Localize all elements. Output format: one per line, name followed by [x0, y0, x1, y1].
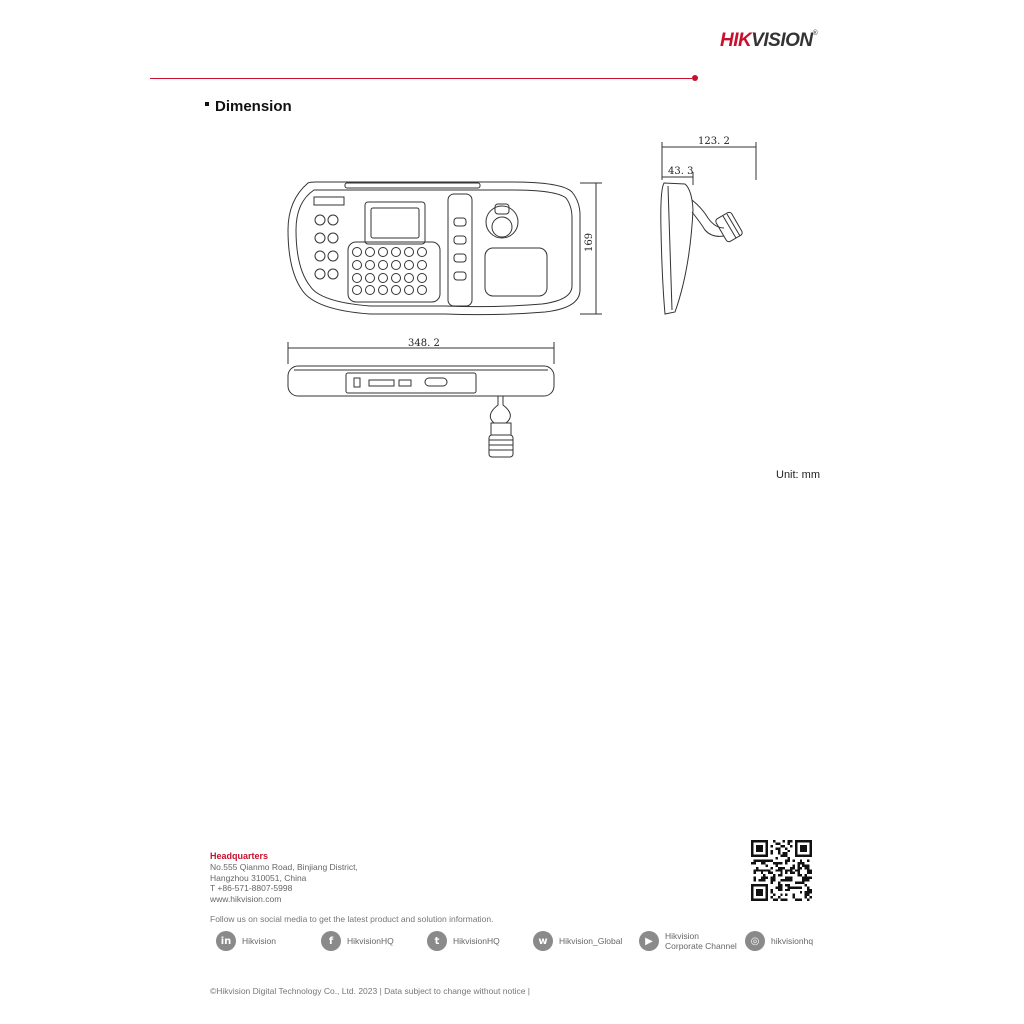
qr-module — [785, 879, 787, 881]
front-joystick — [486, 204, 518, 238]
qr-module — [802, 862, 804, 864]
qr-module — [792, 894, 794, 896]
qr-module — [780, 867, 782, 869]
qr-module — [790, 879, 792, 881]
qr-module — [783, 845, 785, 847]
qr-module — [780, 899, 782, 901]
qr-module — [780, 862, 782, 864]
side-depth-label: 123. 2 — [698, 136, 730, 147]
qr-module — [797, 881, 799, 883]
qr-module — [807, 869, 809, 871]
social-wechat[interactable]: w Hikvision_Global — [533, 931, 622, 951]
qr-module — [807, 899, 809, 901]
qr-module — [790, 886, 792, 888]
qr-module — [768, 872, 770, 874]
qr-module — [807, 894, 809, 896]
qr-module — [761, 862, 763, 864]
hq-website-link[interactable]: www.hikvision.com — [210, 893, 282, 904]
qr-module — [800, 891, 802, 893]
qr-module — [775, 842, 777, 844]
qr-module — [810, 877, 812, 879]
qr-module — [810, 891, 812, 893]
qr-module — [805, 874, 807, 876]
qr-module — [771, 845, 773, 847]
qr-module — [788, 842, 790, 844]
qr-module — [805, 894, 807, 896]
qr-module — [790, 845, 792, 847]
qr-module — [790, 840, 792, 842]
twitter-icon: t — [427, 931, 447, 951]
youtube-icon: ▶ — [639, 931, 659, 951]
qr-module — [790, 869, 792, 871]
qr-module — [788, 877, 790, 879]
qr-module — [795, 881, 797, 883]
qr-module — [783, 899, 785, 901]
qr-module — [758, 879, 760, 881]
qr-module — [783, 867, 785, 869]
social-instagram[interactable]: ◎ hikvisionhq — [745, 931, 813, 951]
hq-title: Headquarters — [210, 851, 269, 861]
qr-module — [761, 877, 763, 879]
facebook-icon: f — [321, 931, 341, 951]
qr-module — [805, 879, 807, 881]
qr-module — [800, 860, 802, 862]
qr-module — [805, 867, 807, 869]
wechat-icon: w — [533, 931, 553, 951]
qr-module — [773, 899, 775, 901]
qr-module — [771, 896, 773, 898]
hq-address — [210, 862, 358, 904]
qr-module — [783, 840, 785, 842]
qr-module — [797, 886, 799, 888]
header-divider — [150, 78, 692, 79]
qr-module — [788, 840, 790, 842]
qr-module — [800, 874, 802, 876]
qr-module — [766, 877, 768, 879]
qr-module — [775, 886, 777, 888]
section-title: Dimension — [205, 98, 292, 115]
qr-module — [773, 840, 775, 842]
qr-module — [797, 867, 799, 869]
qr-module — [780, 886, 782, 888]
qr-module — [761, 872, 763, 874]
qr-module — [758, 869, 760, 871]
qr-module — [780, 855, 782, 857]
unit-note: Unit: mm — [776, 469, 820, 481]
follow-text: Follow us on social media to get the latest product and solution information. — [210, 914, 494, 924]
qr-module — [778, 874, 780, 876]
qr-module — [785, 889, 787, 891]
qr-module — [785, 855, 787, 857]
qr-module — [792, 864, 794, 866]
qr-module — [792, 896, 794, 898]
qr-module — [780, 845, 782, 847]
qr-module — [766, 864, 768, 866]
qr-module — [810, 889, 812, 891]
qr-module — [792, 860, 794, 862]
qr-module — [797, 874, 799, 876]
qr-module — [771, 879, 773, 881]
bottom-view — [288, 342, 554, 457]
qr-module — [805, 896, 807, 898]
qr-module — [790, 877, 792, 879]
qr-module — [778, 881, 780, 883]
qr-module — [785, 899, 787, 901]
qr-module — [773, 862, 775, 864]
qr-module — [778, 852, 780, 854]
front-view — [288, 182, 602, 315]
instagram-icon: ◎ — [745, 931, 765, 951]
linkedin-icon: in — [216, 931, 236, 951]
qr-module — [788, 884, 790, 886]
qr-module — [788, 879, 790, 881]
qr-module — [763, 860, 765, 862]
side-base-label: 43. 3 — [668, 166, 694, 177]
qr-module — [778, 842, 780, 844]
qr-module — [785, 862, 787, 864]
qr-module — [802, 881, 804, 883]
qr-module — [785, 860, 787, 862]
qr-module — [792, 867, 794, 869]
qr-module — [778, 850, 780, 852]
qr-module — [775, 847, 777, 849]
qr-module — [780, 874, 782, 876]
qr-module — [763, 862, 765, 864]
qr-module — [761, 879, 763, 881]
qr-module — [771, 877, 773, 879]
qr-module — [800, 845, 807, 852]
qr-module — [778, 862, 780, 864]
qr-module — [797, 864, 799, 866]
social-facebook[interactable]: f HikvisionHQ — [321, 931, 394, 951]
qr-module — [763, 879, 765, 881]
qr-module — [788, 886, 790, 888]
qr-module — [753, 872, 755, 874]
bullet-icon — [205, 102, 209, 106]
qr-module — [768, 869, 770, 871]
qr-module — [763, 869, 765, 871]
qr-module — [775, 857, 777, 859]
qr-module — [797, 869, 799, 871]
copyright-text: ©Hikvision Digital Technology Co., Ltd. 2023 | Data subject to change without notice | — [210, 986, 531, 996]
qr-module — [797, 872, 799, 874]
qr-module — [763, 874, 765, 876]
qr-module — [785, 877, 787, 879]
qr-module — [807, 889, 809, 891]
qr-module — [797, 862, 799, 864]
qr-module — [788, 869, 790, 871]
qr-module — [810, 872, 812, 874]
qr-module — [778, 886, 780, 888]
front-left-buttons — [315, 215, 338, 279]
qr-module — [775, 869, 777, 871]
qr-module — [756, 860, 758, 862]
qr-module — [788, 857, 790, 859]
qr-module — [795, 886, 797, 888]
qr-module — [805, 877, 807, 879]
social-linkedin[interactable]: in Hikvision — [216, 931, 276, 951]
qr-module — [802, 877, 804, 879]
social-twitter[interactable]: t HikvisionHQ — [427, 931, 500, 951]
social-youtube[interactable]: ▶ Hikvision Corporate Channel — [639, 931, 737, 951]
qr-module — [756, 889, 763, 896]
qr-module — [771, 891, 773, 893]
qr-module — [771, 872, 773, 874]
qr-module — [792, 872, 794, 874]
qr-module — [807, 879, 809, 881]
qr-module — [775, 899, 777, 901]
qr-module — [751, 862, 753, 864]
qr-module — [778, 867, 780, 869]
hikvision-logo: HIKVISION® — [720, 30, 818, 51]
qr-module — [807, 891, 809, 893]
qr-module — [780, 884, 782, 886]
qr-module — [753, 877, 755, 879]
qr-module — [756, 869, 758, 871]
qr-module — [805, 891, 807, 893]
qr-module — [807, 877, 809, 879]
qr-module — [771, 889, 773, 891]
qr-module — [778, 847, 780, 849]
qr-module — [800, 862, 802, 864]
qr-module — [771, 860, 773, 862]
hq-address-line: Hangzhou 310051, China — [210, 872, 307, 883]
qr-module — [785, 869, 787, 871]
width-dimension-label: 348. 2 — [408, 338, 440, 349]
qr-module — [778, 889, 780, 891]
qr-module — [807, 886, 809, 888]
qr-module — [810, 869, 812, 871]
qr-module — [785, 852, 787, 854]
qr-module — [775, 864, 777, 866]
qr-module — [788, 889, 790, 891]
qr-module — [802, 879, 804, 881]
qr-module — [807, 864, 809, 866]
qr-module — [807, 872, 809, 874]
dimension-drawing — [280, 130, 780, 470]
qr-module — [766, 869, 768, 871]
qr-module — [763, 877, 765, 879]
qr-module — [788, 850, 790, 852]
qr-module — [790, 867, 792, 869]
qr-module — [805, 864, 807, 866]
qr-module — [783, 879, 785, 881]
qr-module — [778, 896, 780, 898]
qr-module — [758, 860, 760, 862]
qr-module — [775, 862, 777, 864]
qr-module — [780, 894, 782, 896]
qr-module — [756, 845, 763, 852]
qr-module — [778, 884, 780, 886]
qr-module — [761, 869, 763, 871]
qr-module — [771, 850, 773, 852]
qr-module — [773, 879, 775, 881]
qr-module — [797, 899, 799, 901]
qr-module — [771, 881, 773, 883]
qr-module — [795, 869, 797, 871]
qr-module — [773, 877, 775, 879]
qr-module — [766, 860, 768, 862]
qr-module — [790, 872, 792, 874]
qr-module — [783, 852, 785, 854]
qr-module — [753, 860, 755, 862]
qr-module — [800, 867, 802, 869]
qr-module — [807, 867, 809, 869]
qr-module — [753, 862, 755, 864]
header-divider-dot — [692, 75, 698, 81]
qr-module — [753, 879, 755, 881]
qr-module — [800, 886, 802, 888]
qr-module — [785, 884, 787, 886]
qr-module — [773, 894, 775, 896]
hq-address-line: No.555 Qianmo Road, Binjiang District, — [210, 862, 358, 872]
qr-module — [778, 869, 780, 871]
height-dimension-label: 169 — [584, 232, 595, 252]
qr-module — [805, 884, 807, 886]
qr-module — [792, 886, 794, 888]
qr-module — [768, 860, 770, 862]
qr-code — [751, 840, 812, 901]
qr-module — [807, 860, 809, 862]
qr-module — [783, 855, 785, 857]
qr-module — [800, 881, 802, 883]
qr-module — [810, 896, 812, 898]
qr-module — [780, 889, 782, 891]
hq-phone: T +86-571-8807-5998 — [210, 883, 293, 893]
qr-module — [761, 860, 763, 862]
qr-module — [773, 874, 775, 876]
qr-module — [785, 847, 787, 849]
qr-module — [802, 864, 804, 866]
qr-module — [785, 872, 787, 874]
qr-module — [788, 860, 790, 862]
qr-module — [785, 894, 787, 896]
qr-module — [771, 852, 773, 854]
qr-module — [771, 867, 773, 869]
qr-module — [780, 872, 782, 874]
qr-module — [780, 869, 782, 871]
front-keypad — [348, 242, 440, 302]
qr-module — [800, 899, 802, 901]
qr-module — [756, 867, 758, 869]
qr-module — [780, 879, 782, 881]
qr-module — [753, 869, 755, 871]
qr-module — [795, 899, 797, 901]
